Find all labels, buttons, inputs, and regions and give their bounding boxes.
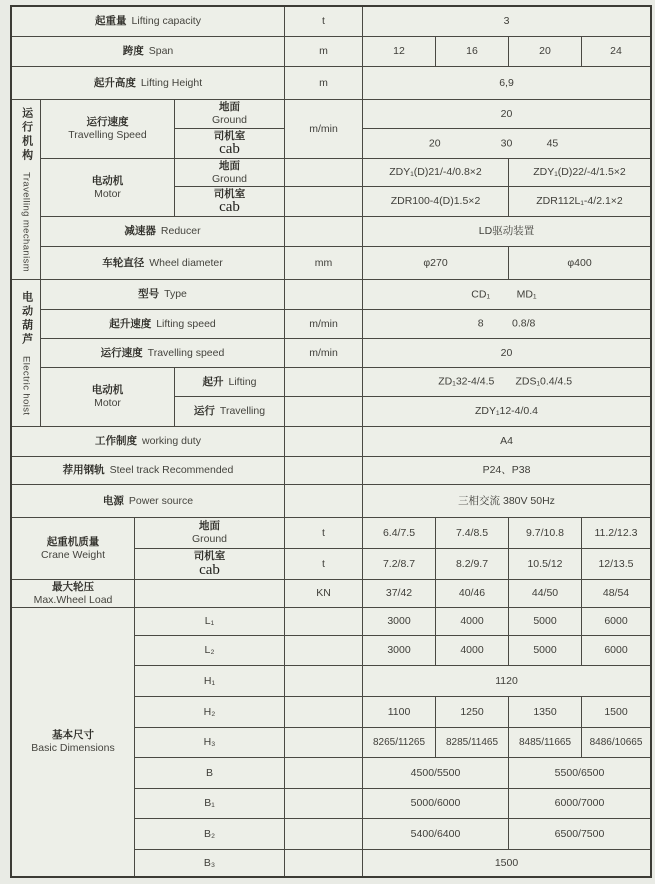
dim-B-value: 4500/5500 (363, 758, 509, 789)
empty-cell (285, 758, 363, 789)
dim-H2-value: 1500 (582, 697, 650, 728)
dim-L1-value: 3000 (363, 608, 436, 636)
wheel-diameter-label (41, 247, 285, 280)
dim-L2-value: 3000 (363, 636, 436, 666)
dim-B2-value: 5400/6400 (363, 819, 509, 850)
dim-H2-value: 1250 (436, 697, 509, 728)
working-duty-label (12, 427, 285, 457)
hoist-travelling-speed-label (41, 339, 285, 368)
crane-weight-cab-value: 10.5/12 (509, 549, 582, 580)
crane-weight-label (12, 518, 135, 580)
crane-weight-ground-value: 11.2/12.3 (582, 518, 650, 549)
dim-B1-sublabel: B₁ (135, 789, 285, 819)
dim-H3-sublabel: H₃ (135, 728, 285, 758)
dim-L1-value: 6000 (582, 608, 650, 636)
hoist-motor-lifting-value: ZD₁32-4/4.5 (438, 375, 495, 388)
sublabel-zh: 起升 (202, 375, 224, 388)
speed-cab-sublabel (175, 129, 285, 159)
speed-cab-value: 30 (500, 137, 513, 150)
sublabel-en: Ground (211, 172, 248, 185)
hoist-motor-label (41, 368, 175, 427)
label-zh: 基本尺寸 (52, 729, 94, 742)
dim-B2-sublabel: B₂ (135, 819, 285, 850)
motor-ground-sublabel (175, 159, 285, 187)
dim-B-sublabel: B (135, 758, 285, 789)
empty-cell (285, 159, 363, 187)
span-label (12, 37, 285, 67)
max-wheel-load-label (12, 580, 135, 608)
sublabel-zh: 地面 (199, 520, 220, 533)
hoist-motor-travelling-value: ZDY₁12-4/0.4 (363, 397, 650, 427)
steel-track-value: P24、P38 (363, 457, 650, 485)
label-en: Type (164, 288, 187, 301)
empty-cell (285, 397, 363, 427)
label-zh: 起升速度 (109, 317, 152, 330)
label-zh: 起重机质量 (46, 535, 100, 548)
label-zh: 型号 (138, 288, 160, 301)
working-duty-value: A4 (363, 427, 650, 457)
span-value: 20 (509, 37, 582, 67)
motor-cab-value: ZDR100-4(D)1.5×2 (363, 187, 509, 217)
span-value: 12 (363, 37, 436, 67)
motor-cab-sublabel (175, 187, 285, 217)
sublabel-en: Ground (191, 533, 228, 545)
hoist-type-value: MD₁ (516, 288, 537, 301)
empty-cell (285, 819, 363, 850)
sublabel-zh: 运行 (193, 405, 215, 418)
max-wheel-load-value: 40/46 (436, 580, 509, 608)
hoist-motor-lifting-sublabel (175, 368, 285, 397)
dim-L2-value: 4000 (436, 636, 509, 666)
category-electric-hoist (12, 280, 41, 427)
label-en: Crane Weight (40, 548, 105, 561)
hoist-lifting-speed-values (363, 310, 650, 339)
dim-L2-value: 5000 (509, 636, 582, 666)
empty-cell (285, 850, 363, 876)
label-en: Travelling Speed (68, 129, 147, 141)
travelling-speed-label (41, 100, 175, 159)
label-en: working duty (142, 435, 201, 448)
sublabel-zh: 地面 (219, 101, 240, 114)
dim-H3-value: 8485/11665 (509, 728, 582, 758)
sublabel-zh: 司机室 (213, 129, 246, 142)
empty-cell (285, 789, 363, 819)
label-zh: 起升高度 (93, 76, 136, 89)
label-en: Power source (128, 494, 194, 507)
travelling-speed-unit: m/min (285, 100, 363, 159)
empty-cell (135, 580, 285, 608)
label-zh: 电动机 (91, 174, 124, 187)
empty-cell (285, 728, 363, 758)
label-zh: 跨度 (122, 45, 144, 58)
dim-H1-sublabel: H₁ (135, 666, 285, 697)
sublabel-en: Ground (211, 114, 248, 126)
label-en: Lifting capacity (131, 15, 201, 28)
crane-weight-cab-value: 8.2/9.7 (436, 549, 509, 580)
sublabel-en: cab (219, 199, 240, 216)
dim-H3-value: 8486/10665 (582, 728, 650, 758)
speed-cab-value: 20 (428, 137, 441, 150)
spec-table (10, 5, 652, 878)
empty-cell (285, 427, 363, 457)
lifting-height-label (12, 67, 285, 100)
label-zh: 起重量 (95, 15, 127, 28)
lifting-capacity-label (12, 7, 285, 37)
lifting-height-unit: m (285, 67, 363, 100)
hoist-type-value: CD₁ (471, 288, 491, 301)
category-travelling-mechanism (12, 100, 41, 280)
sublabel-en: Lifting (228, 375, 257, 388)
label-zh: 荐用钢轨 (62, 464, 105, 477)
speed-ground-value: 20 (363, 100, 650, 129)
max-wheel-load-value: 37/42 (363, 580, 436, 608)
category-en: Travelling mechanism (20, 171, 32, 273)
sublabel-zh: 司机室 (193, 550, 226, 563)
hoist-travelling-speed-unit: m/min (285, 339, 363, 368)
crane-weight-cab-value: 7.2/8.7 (363, 549, 436, 580)
max-wheel-load-value: 48/54 (582, 580, 650, 608)
speed-ground-sublabel (175, 100, 285, 129)
dim-H3-value: 8265/11265 (363, 728, 436, 758)
label-en: Wheel diameter (149, 256, 223, 269)
dim-L1-sublabel: L₁ (135, 608, 285, 636)
label-zh: 车轮直径 (102, 256, 145, 269)
crane-weight-cab-value: 12/13.5 (582, 549, 650, 580)
travelling-motor-label (41, 159, 175, 217)
label-en: Lifting Height (140, 76, 203, 89)
dim-L1-value: 5000 (509, 608, 582, 636)
hoist-lifting-speed-value: 0.8/8 (512, 317, 536, 330)
max-wheel-load-value: 44/50 (509, 580, 582, 608)
dim-H2-value: 1100 (363, 697, 436, 728)
motor-ground-value: ZDY₁(D)22/-4/1.5×2 (509, 159, 650, 187)
dim-B3-sublabel: B₃ (135, 850, 285, 876)
sublabel-en: cab (199, 561, 220, 578)
dim-L2-value: 6000 (582, 636, 650, 666)
label-en: Steel track Recommended (109, 464, 234, 477)
speed-cab-value: 45 (546, 137, 559, 150)
lifting-height-value: 6,9 (363, 67, 650, 100)
reducer-value: LD驱动装置 (363, 217, 650, 247)
speed-cab-values (363, 129, 650, 159)
span-unit: m (285, 37, 363, 67)
empty-cell (285, 368, 363, 397)
motor-ground-value: ZDY₁(D)21/-4/0.8×2 (363, 159, 509, 187)
dim-B1-value: 6000/7000 (509, 789, 650, 819)
power-source-value: 三相交流 380V 50Hz (363, 485, 650, 518)
hoist-type-values (363, 280, 650, 310)
crane-weight-ground-unit: t (285, 518, 363, 549)
hoist-motor-travelling-sublabel (175, 397, 285, 427)
sublabel-en: Travelling (219, 405, 266, 418)
hoist-lifting-speed-unit: m/min (285, 310, 363, 339)
wheel-diameter-value: φ270 (363, 247, 509, 280)
lifting-capacity-unit: t (285, 7, 363, 37)
span-value: 16 (436, 37, 509, 67)
sublabel-zh: 司机室 (213, 187, 246, 200)
category-zh: 电动葫芦 (20, 290, 33, 347)
label-zh: 最大轮压 (52, 580, 94, 593)
empty-cell (285, 636, 363, 666)
category-en: Electric hoist (20, 355, 32, 416)
hoist-lifting-speed-value: 8 (477, 317, 484, 330)
dim-B-value: 5500/6500 (509, 758, 650, 789)
label-en: Travelling speed (147, 346, 225, 359)
motor-cab-value: ZDR112L₁-4/2.1×2 (509, 187, 650, 217)
crane-weight-cab-sublabel (135, 549, 285, 580)
dim-H2-value: 1350 (509, 697, 582, 728)
dim-B2-value: 6500/7500 (509, 819, 650, 850)
label-zh: 电源 (102, 494, 124, 507)
hoist-motor-lifting-value: ZDS₁0.4/4.5 (515, 375, 573, 388)
label-en: Lifting speed (156, 317, 216, 330)
sublabel-zh: 地面 (219, 159, 240, 172)
steel-track-label (12, 457, 285, 485)
dim-H1-value: 1120 (363, 666, 650, 697)
label-zh: 运行速度 (86, 116, 129, 129)
hoist-type-label (41, 280, 285, 310)
empty-cell (285, 697, 363, 728)
crane-weight-ground-value: 9.7/10.8 (509, 518, 582, 549)
dim-B3-value: 1500 (494, 856, 519, 869)
empty-cell (285, 457, 363, 485)
empty-cell (285, 666, 363, 697)
crane-weight-ground-sublabel (135, 518, 285, 549)
crane-weight-ground-value: 6.4/7.5 (363, 518, 436, 549)
label-zh: 减速器 (124, 225, 156, 238)
lifting-capacity-value: 3 (363, 7, 650, 37)
empty-cell (285, 485, 363, 518)
dim-L2-sublabel: L₂ (135, 636, 285, 666)
label-zh: 运行速度 (100, 346, 143, 359)
label-en: Basic Dimensions (31, 742, 115, 754)
basic-dimensions-label (12, 608, 135, 876)
empty-cell (285, 280, 363, 310)
wheel-diameter-unit: mm (285, 247, 363, 280)
crane-weight-ground-value: 7.4/8.5 (436, 518, 509, 549)
span-value: 24 (582, 37, 650, 67)
hoist-lifting-speed-label (41, 310, 285, 339)
power-source-label (12, 485, 285, 518)
label-en: Reducer (160, 225, 201, 238)
label-en: Motor (94, 187, 121, 200)
dim-B1-value: 5000/6000 (363, 789, 509, 819)
dim-L1-value: 4000 (436, 608, 509, 636)
empty-cell (285, 187, 363, 217)
dim-H3-value: 8285/11465 (436, 728, 509, 758)
empty-cell (285, 217, 363, 247)
hoist-motor-lifting-values (363, 368, 650, 397)
label-en: Max.Wheel Load (33, 593, 113, 606)
dim-H2-sublabel: H₂ (135, 697, 285, 728)
max-wheel-load-unit: KN (285, 580, 363, 608)
label-zh: 工作制度 (95, 435, 138, 448)
label-zh: 电动机 (91, 384, 124, 397)
empty-cell (285, 608, 363, 636)
category-zh: 运行机构 (20, 106, 33, 163)
wheel-diameter-value: φ400 (509, 247, 650, 280)
label-en: Span (148, 45, 174, 58)
reducer-label (41, 217, 285, 247)
crane-weight-cab-unit: t (285, 549, 363, 580)
hoist-travelling-speed-value: 20 (363, 339, 650, 368)
label-en: Motor (94, 397, 121, 409)
sublabel-en: cab (219, 141, 240, 158)
